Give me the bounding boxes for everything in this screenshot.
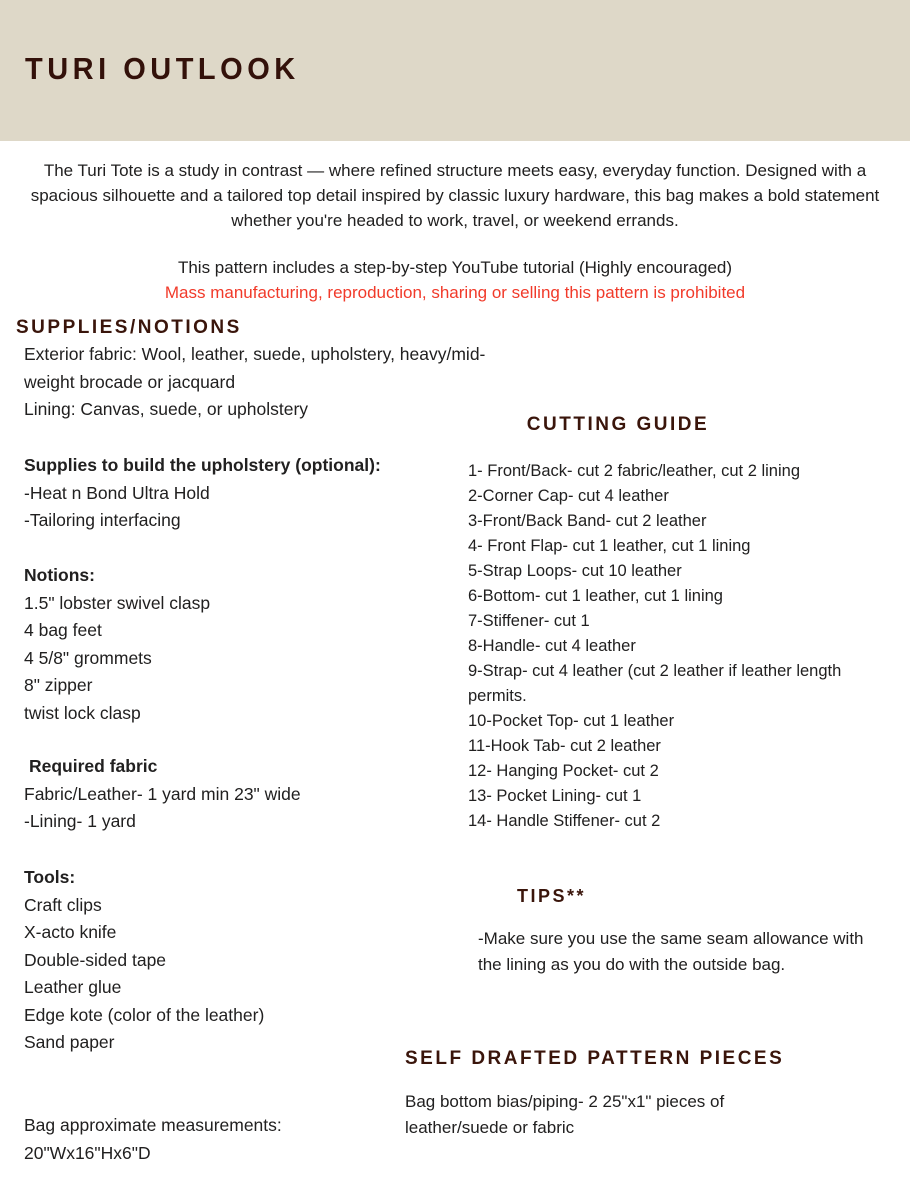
cutting-guide-item: 9-Strap- cut 4 leather (cut 2 leather if leather length permits. (468, 662, 842, 705)
cutting-guide-item: 14- Handle Stiffener- cut 2 (468, 812, 661, 830)
measurements-line: Bag approximate measurements: (24, 1115, 282, 1135)
cutting-guide-item: 2-Corner Cap- cut 4 leather (468, 487, 669, 505)
tips-body: -Make sure you use the same seam allowance with the lining as you do with the outside bag. (478, 929, 864, 974)
optional-supplies-section (24, 452, 484, 535)
cutting-guide-item: 3-Front/Back Band- cut 2 leather (468, 512, 707, 530)
fabric-list (24, 341, 528, 424)
self-drafted-body: Bag bottom bias/piping- 2 25"x1" pieces of leather/suede or fabric (405, 1092, 725, 1137)
list-item: Sand paper (24, 1032, 115, 1052)
cutting-guide-item: 8-Handle- cut 4 leather (468, 637, 636, 655)
list-item: twist lock clasp (24, 702, 141, 723)
intro-paragraph: The Turi Tote is a study in contrast — where refined structure meets easy, everyday function. Designed with a spacious silhouette and a tailored top detail inspired by classic luxury hardware, this bag makes a bold statement whether you're headed to work, travel, or weekend errands. (30, 161, 880, 230)
cutting-guide-item: 7-Stiffener- cut 1 (468, 612, 590, 630)
cutting-guide-item: 12- Hanging Pocket- cut 2 (468, 762, 659, 780)
measurements-line: 20"Wx16"Hx6"D (24, 1142, 151, 1163)
cutting-guide-item: 5-Strap Loops- cut 10 leather (468, 562, 682, 580)
list-item: Fabric/Leather- 1 yard min 23" wide (24, 783, 301, 804)
notions-section (24, 562, 484, 727)
list-item: Craft clips (24, 894, 102, 915)
tutorial-note: This pattern includes a step-by-step YouTube tutorial (Highly encouraged) (177, 258, 733, 277)
optional-supplies-heading: Supplies to build the upholstery (optional): (24, 455, 381, 475)
tools-section (24, 864, 484, 1057)
list-item: 4 5/8" grommets (24, 647, 152, 668)
list-item: -Lining- 1 yard (24, 811, 136, 831)
cutting-guide-item: 4- Front Flap- cut 1 leather, cut 1 lining (468, 537, 751, 555)
cutting-guide-heading: CUTTING GUIDE (526, 414, 710, 435)
fabric-line: Exterior fabric: Wool, leather, suede, upholstery, heavy/mid-weight brocade or jacquard (24, 344, 486, 392)
list-item: 1.5" lobster swivel clasp (24, 592, 211, 613)
list-item: 4 bag feet (24, 620, 102, 640)
cutting-guide-item: 13- Pocket Lining- cut 1 (468, 787, 642, 805)
list-item: -Tailoring interfacing (24, 510, 181, 530)
cutting-guide-item: 6-Bottom- cut 1 leather, cut 1 lining (468, 587, 723, 605)
page-title: TURI OUTLOOK (25, 53, 300, 87)
list-item: Leather glue (24, 977, 122, 997)
list-item: X-acto knife (24, 922, 117, 942)
required-fabric-section (24, 753, 484, 836)
tips-heading: TIPS** (517, 886, 587, 906)
header-band (0, 0, 910, 141)
supplies-notions-heading: SUPPLIES/NOTIONS (16, 317, 242, 338)
list-item: 8" zipper (24, 675, 93, 695)
list-item: Double-sided tape (24, 949, 167, 970)
cutting-guide-item: 1- Front/Back- cut 2 fabric/leather, cut 2 lining (468, 462, 800, 480)
cutting-guide-list (468, 459, 902, 834)
self-drafted-heading: SELF DRAFTED PATTERN PIECES (405, 1048, 785, 1069)
list-item: -Heat n Bond Ultra Hold (24, 482, 210, 503)
notions-heading: Notions: (24, 565, 95, 585)
required-fabric-heading: Required fabric (29, 756, 158, 776)
prohibition-note: Mass manufacturing, reproduction, sharing or selling this pattern is prohibited (164, 283, 746, 302)
cutting-guide-item: 11-Hook Tab- cut 2 leather (468, 737, 661, 755)
list-item: Edge kote (color of the leather) (24, 1004, 265, 1025)
tools-heading: Tools: (24, 867, 76, 887)
fabric-line: Lining: Canvas, suede, or upholstery (24, 399, 309, 419)
cutting-guide-item: 10-Pocket Top- cut 1 leather (468, 712, 675, 730)
